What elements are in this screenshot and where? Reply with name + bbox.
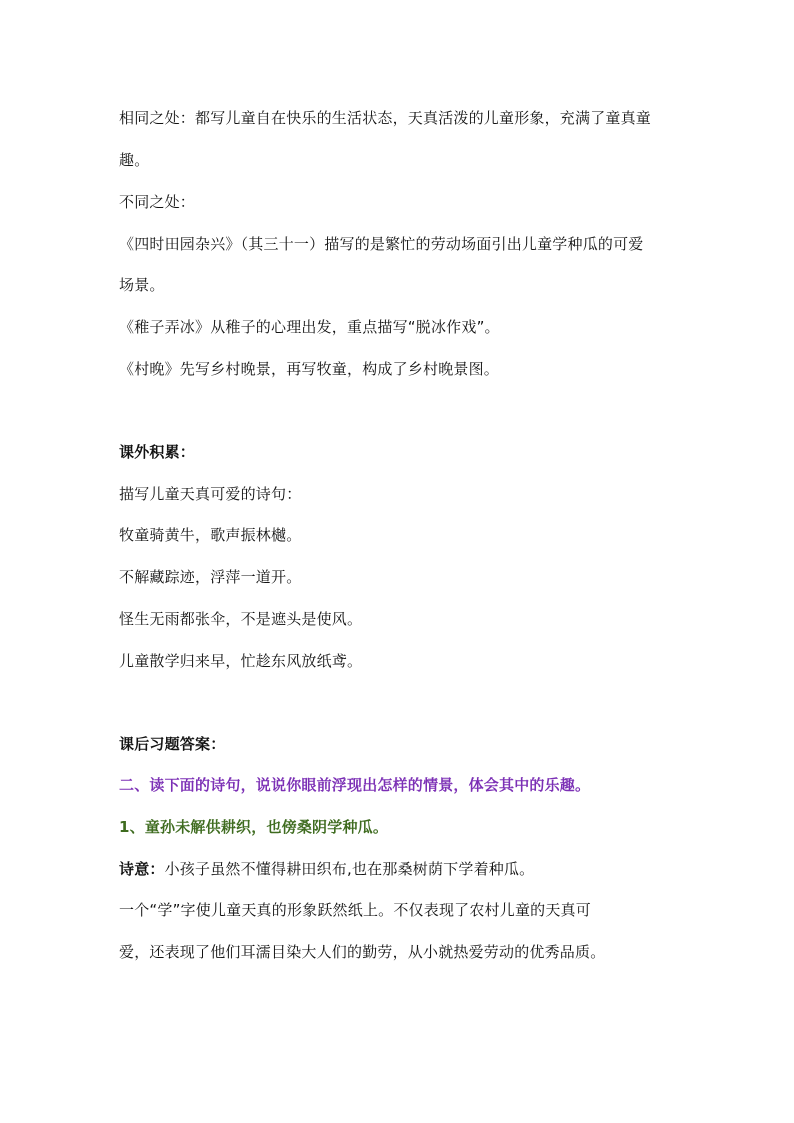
exercise-question: 二、读下面的诗句，说说你眼前浮现出怎样的情景，体会其中的乐趣。 — [119, 776, 591, 794]
verse-3: 怪生无雨都张伞，不是遮头是使风。 — [119, 610, 363, 628]
poem2-description: 《稚子弄冰》从稚子的心理出发，重点描写“脱冰作戏”。 — [119, 318, 500, 336]
poem1-description-line-1: 《四时田园杂兴》（其三十一）描写的是繁忙的劳动场面引出儿童学种瓜的可爱 — [119, 235, 644, 253]
verse-1: 牧童骑黄牛，歌声振林樾。 — [119, 526, 302, 544]
verse-2: 不解藏踪迹，浮萍一道开。 — [119, 568, 302, 586]
answers-heading: 课后习题答案： — [119, 735, 226, 753]
verse-4: 儿童散学归来早，忙趁东风放纸鸢。 — [119, 652, 363, 670]
similarities-line-2: 趣。 — [119, 151, 150, 169]
exercise-item-1: 1、童孙未解供耕织，也傍桑阴学种瓜。 — [119, 818, 389, 836]
poem3-description: 《村晚》先写乡村晚景，再写牧童，构成了乡村晚景图。 — [119, 360, 500, 378]
analysis-line-2: 爱，还表现了他们耳濡目染大人们的勤劳，从小就热爱劳动的优秀品质。 — [119, 943, 606, 961]
poem-meaning-label: 诗意： — [119, 860, 165, 878]
poem-meaning-text: 小孩子虽然不懂得耕田织布,也在那桑树荫下学着种瓜。 — [164, 860, 535, 878]
poem-meaning — [119, 859, 534, 879]
similarities-line-1: 相同之处：都写儿童自在快乐的生活状态，天真活泼的儿童形象，充满了童真童 — [119, 109, 652, 127]
extra-reading-intro: 描写儿童天真可爱的诗句： — [119, 485, 302, 503]
poem1-description-line-2: 场景。 — [119, 276, 165, 294]
differences-heading: 不同之处： — [119, 193, 196, 211]
extra-reading-heading: 课外积累： — [119, 443, 196, 461]
analysis-line-1: 一个“学”字使儿童天真的形象跃然纸上。不仅表现了农村儿童的天真可 — [119, 901, 591, 919]
